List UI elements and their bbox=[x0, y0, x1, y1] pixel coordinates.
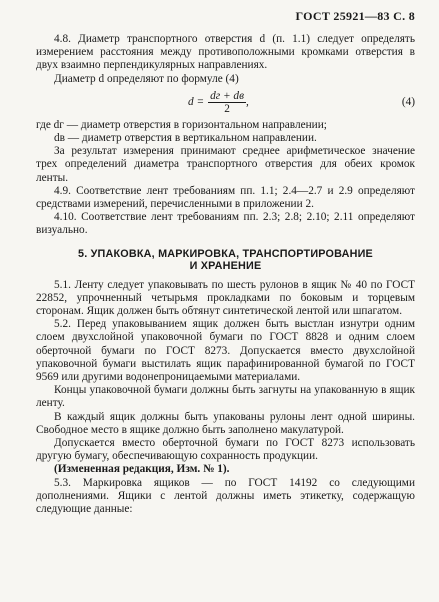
formula-4 bbox=[36, 88, 415, 118]
paragraph-5-2-alt-paper: Допускается вместо оберточной бумаги по ГОСТ 8273 использовать другую бумагу, обеспечивающую сохранность продукции. bbox=[36, 437, 415, 463]
formula-lhs: d = bbox=[188, 95, 205, 108]
paragraph-5-2-ends: Концы упаковочной бумаги должны быть загнуты на упакованную в ящик ленту. bbox=[36, 384, 415, 410]
paragraph-4-8: 4.8. Диаметр транспортного отверстия d (п. 1.1) следует определять измерением расстояния между противоположными кромками отверстия в двух взаимно перпендикулярных направлениях. bbox=[36, 33, 415, 72]
paragraph-5-3: 5.3. Маркировка ящиков — по ГОСТ 14192 со следующими дополнениями. Ящики с лентой должны иметь этикетку, содержащую следующие данные: bbox=[36, 476, 415, 516]
paragraph-4-8-formula-intro: Диаметр d определяют по формуле (4) bbox=[54, 72, 239, 85]
where-line-2: dв — диаметр отверстия в вертикальном направлении. bbox=[54, 132, 317, 145]
section-5-title-line-1: 5. УПАКОВКА, МАРКИРОВКА, ТРАНСПОРТИРОВАНИЕ bbox=[78, 247, 373, 260]
formula-denominator: 2 bbox=[224, 102, 230, 115]
page-header: ГОСТ 25921—83 С. 8 bbox=[295, 9, 415, 23]
paragraph-4-9: 4.9. Соответствие лент требованиям пп. 1.1; 2.4—2.7 и 2.9 определяют средствами измерений, перечисленными в приложении 2. bbox=[36, 184, 415, 211]
formula-number: (4) bbox=[401, 95, 415, 108]
formula-fraction bbox=[208, 90, 246, 115]
formula-expression bbox=[188, 90, 249, 115]
section-5-title-line-2: И ХРАНЕНИЕ bbox=[189, 260, 262, 273]
paragraph-5-2: 5.2. Перед упаковыванием ящик должен быть выстлан изнутри одним слоем двухслойной упаковочной бумаги по ГОСТ 8828 и одним слоем оберточной бумаги по ГОСТ 8273. Допускается вместо двухслойной упаковочной бумаги выстилать ящик парафинированной бумагой по ГОСТ 9569 или другими водонепроницаемыми материалами. bbox=[36, 318, 415, 384]
formula-numerator: dг + dв bbox=[210, 89, 244, 102]
paragraph-4-10: 4.10. Соответствие лент требованиям пп. 2.3; 2.8; 2.10; 2.11 определяют визуально. bbox=[36, 211, 415, 237]
amendment-note: (Измененная редакция, Изм. № 1). bbox=[54, 463, 230, 476]
formula-tail: , bbox=[246, 95, 249, 108]
section-5-title bbox=[36, 248, 415, 273]
where-line-1: где dг — диаметр отверстия в горизонтальном направлении; bbox=[36, 118, 327, 131]
paragraph-5-2-width: В каждый ящик должны быть упакованы рулоны лент одной ширины. Свободное место в ящике должно быть заполнено макулатурой. bbox=[36, 410, 415, 436]
paragraph-4-8-result: За результат измерения принимают среднее арифметическое значение трех определений диаметра транспортного отверстия для обеих кромок ленты. bbox=[36, 145, 415, 184]
paragraph-5-1: 5.1. Ленту следует упаковывать по шесть рулонов в ящик № 40 по ГОСТ 22852, упрочненный четырьмя прокладками по боковым и торцевым сторонам. Ящик должен быть обтянут синтетической лентой или шпагатом. bbox=[36, 278, 415, 318]
document-body bbox=[36, 33, 415, 516]
